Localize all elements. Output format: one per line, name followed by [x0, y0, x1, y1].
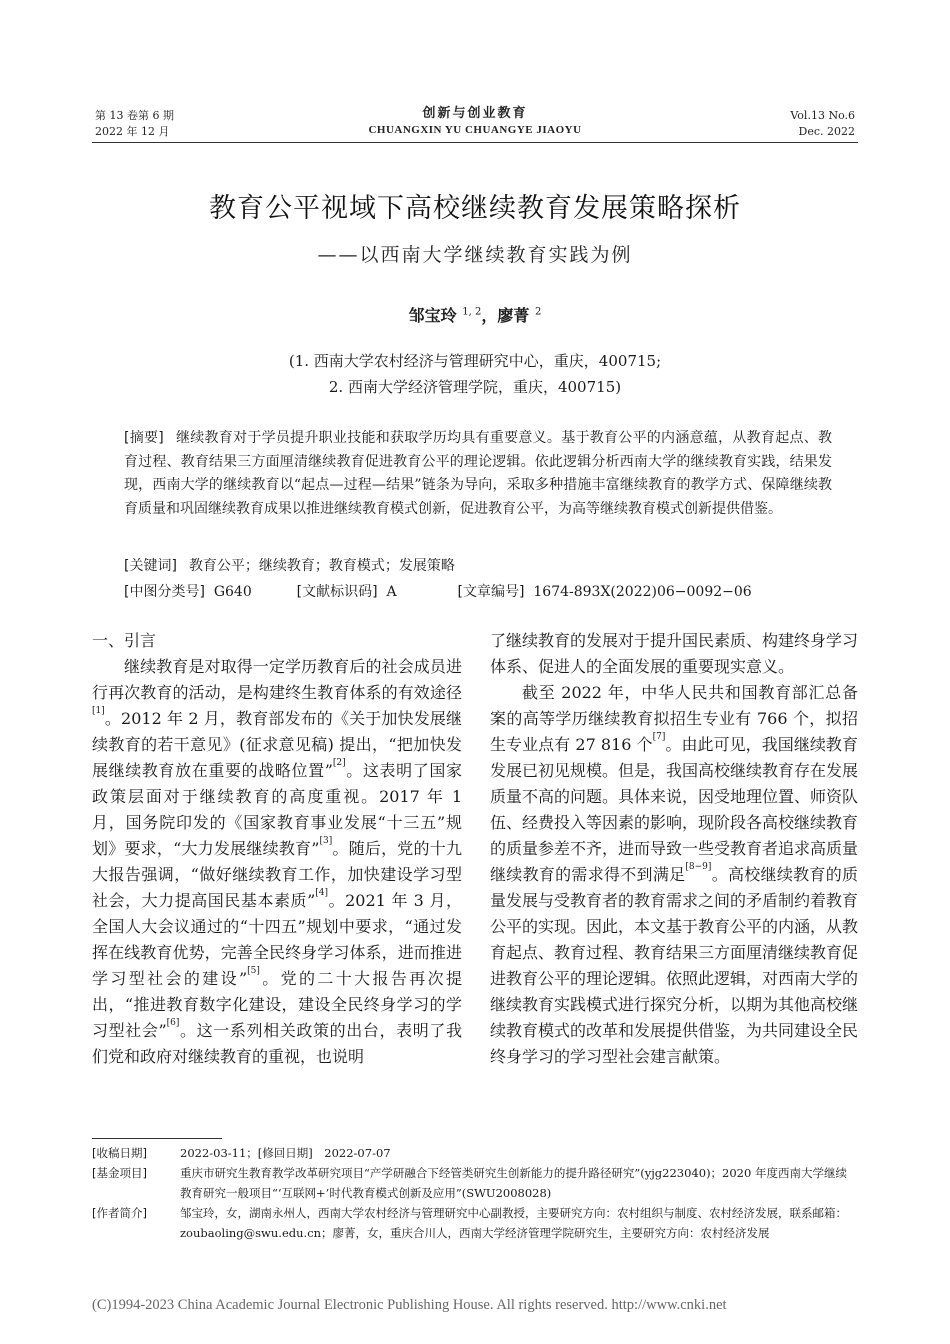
- doc-code-value: A: [386, 584, 397, 600]
- received-text: 2022-03-11；[修回日期] 2022-07-07: [180, 1146, 391, 1160]
- paper-title: 教育公平视域下高校继续教育发展策略探析: [209, 193, 741, 224]
- received-label: [收稿日期]: [92, 1146, 147, 1160]
- authors: [0, 303, 950, 326]
- body-right-column: [490, 628, 858, 1070]
- fund-text: 重庆市研究生教育教学改革研究项目“产学研融合下经管类研究生创新能力的提升路径研究”(yjg223040)；2020 年度西南大学继续教育研究一般项目“‘互联网+’时代教育模式创新及应用”(SWU2008028): [180, 1166, 847, 1200]
- paper-subtitle: ——以西南大学继续教育实践为例: [317, 244, 633, 266]
- footnotes: [92, 1143, 858, 1243]
- article-number-label: [文章编号]: [457, 584, 525, 600]
- keywords-label: [关键词]: [124, 558, 177, 574]
- abstract-label: [摘要]: [124, 430, 164, 446]
- footnote-rule: [92, 1138, 222, 1139]
- doc-code-label: [文献标识码]: [296, 584, 378, 600]
- date-en: Dec. 2022: [798, 125, 855, 138]
- body-left-column: [92, 628, 462, 1070]
- fund-label: [基金项目]: [92, 1166, 147, 1180]
- footnote-received: [92, 1143, 858, 1163]
- citation: [2]: [332, 758, 346, 768]
- clc-value: G640: [213, 584, 252, 600]
- affiliation-line: (1. 西南大学农村经济与管理研究中心，重庆，400715;: [288, 352, 662, 370]
- citation: [6]: [166, 1018, 180, 1028]
- citation: [7]: [652, 732, 666, 742]
- header-rule: [92, 142, 858, 143]
- issue-cn: 第 13 卷第 6 期: [95, 109, 174, 122]
- body-paragraph: 截至 2022 年，中华人民共和国教育部汇总备案的高等学历继续教育拟招生专业有 766 个，拟招生专业点有 27 816 个[7]。由此可见，我国继续教育发展已初见规模。但是，我国高校继续教育存在发展质量不高的问题。具体来说，因受地理位置、师资队伍、经费投入等因素的影响，现阶段各高校继续教育的质量参差不齐，进而导致一些受教育者追求高质量继续教育的需求得不到满足[8−9]。高校继续教育的质量发展与受教育者的教育需求之间的矛盾制约着教育公平的实现。因此，本文基于教育公平的内涵，从教育起点、教育过程、教育结果三方面厘清继续教育促进教育公平的理论逻辑。依照此逻辑，对西南大学的继续教育实践模式进行探究分析，以期为其他高校继续教育模式的改革和发展提供借鉴，为共同建设全民终身学习的学习型社会建言献策。: [490, 683, 859, 1066]
- copyright-notice: (C)1994-2023 China Academic Journal Electronic Publishing House. All rights reserved. http://www.cnki.net: [92, 1297, 727, 1313]
- author-info-label: [作者简介]: [92, 1206, 147, 1220]
- journal-name-cn: 创新与创业教育: [422, 106, 528, 121]
- affiliations: [0, 348, 950, 400]
- abstract-text: 继续教育对于学员提升职业技能和获取学历均具有重要意义。基于教育公平的内涵意蕴，从教育起点、教育过程、教育结果三方面厘清继续教育促进教育公平的理论逻辑。依此逻辑分析西南大学的继续教育实践，结果发现，西南大学的继续教育以“起点—过程—结果”链条为导向，采取多种措施丰富继续教育的教学方式、保障继续教育质量和巩固继续教育成果以推进继续教育模式创新，促进教育公平，为高等继续教育模式创新提供借鉴。: [124, 430, 832, 517]
- footnote-fund: [92, 1163, 858, 1203]
- date-cn: 2022 年 12 月: [95, 125, 170, 138]
- citation: [1]: [92, 706, 105, 716]
- abstract: [124, 427, 832, 521]
- keywords: [124, 554, 832, 578]
- citation: [3]: [319, 836, 333, 846]
- keywords-text: 教育公平；继续教育；教育模式；发展策略: [188, 558, 455, 574]
- author-affil-mark: 2: [534, 306, 542, 318]
- issue-en: Vol.13 No.6: [790, 109, 855, 122]
- author-affil-mark: 1, 2: [462, 306, 482, 318]
- body-paragraph-continued: 了继续教育的发展对于提升国民素质、构建终身学习体系、促进人的全面发展的重要现实意义。: [490, 631, 859, 676]
- section-heading: 一、引言: [92, 631, 157, 650]
- affiliation-line: 2. 西南大学经济管理学院，重庆，400715): [328, 378, 622, 396]
- citation: [5]: [247, 966, 260, 976]
- journal-name-en: CHUANGXIN YU CHUANGYE JIAOYU: [368, 124, 582, 136]
- footnote-author: [92, 1203, 858, 1243]
- clc-label: [中图分类号]: [124, 584, 205, 600]
- author-name: 邹宝玲: [408, 306, 457, 325]
- body-paragraph: 继续教育是对取得一定学历教育后的社会成员进行再次教育的活动，是构建终生教育体系的有效途径[1]。2012 年 2 月，教育部发布的《关于加快发展继续教育的若干意见》(征求意见稿) 提出，“把加快发展继续教育放在重要的战略位置”[2]。这表明了国家政策层面对于继续教育的高度重视。2017 年 1 月，国务院印发的《国家教育事业发展“十三五”规划》要求，“大力发展继续教育”[3]。随后，党的十九大报告强调，“做好继续教育工作，加快建设学习型社会，大力提高国民基本素质”[4]。2021 年 3 月，全国人大会议通过的“十四五”规划中要求，“通过发挥在线教育优势，完善全民终身学习体系，进而推进学习型社会的建设”[5]。党的二十大报告再次提出，“推进教育数字化建设，建设全民终身学习的学习型社会”[6]。这一系列相关政策的出台，表明了我们党和政府对继续教育的重视，也说明: [92, 657, 462, 1066]
- header-right: [790, 108, 855, 140]
- author-name: 廖菁: [497, 306, 530, 325]
- article-number-value: 1674-893X(2022)06−0092−06: [533, 584, 752, 600]
- citation: [4]: [315, 888, 329, 898]
- author-info-text: 邹宝玲，女，湖南永州人，西南大学农村经济与管理研究中心副教授，主要研究方向：农村组织与制度、农村经济发展，联系邮箱：zoubaoling@swu.edu.cn；廖菁，女，重庆合川人，西南大学经济管理学院研究生，主要研究方向：农村经济发展: [180, 1206, 847, 1240]
- author-separator: ，: [481, 306, 498, 325]
- classification-line: [124, 580, 832, 604]
- citation: [8−9]: [685, 862, 712, 872]
